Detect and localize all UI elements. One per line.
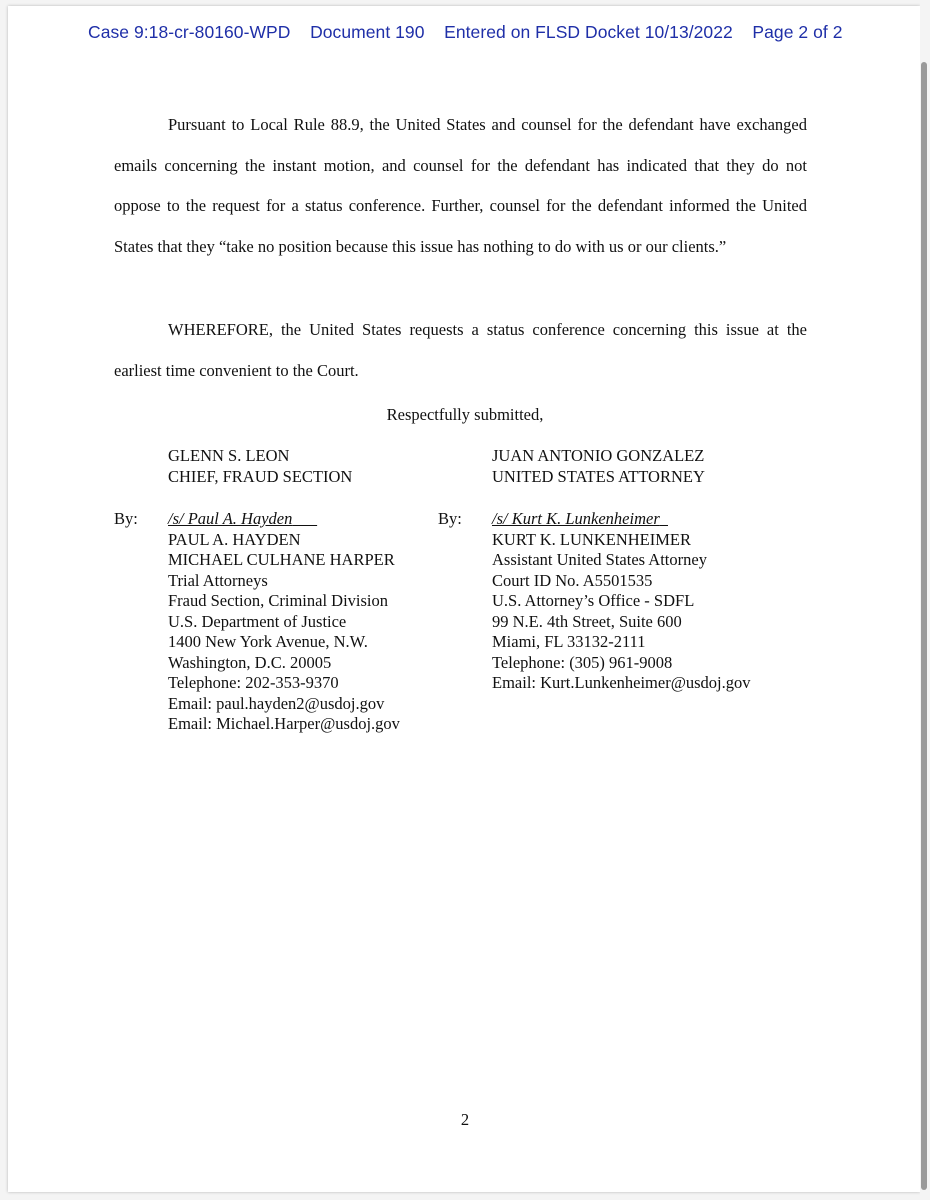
left-signature-block bbox=[168, 509, 400, 735]
scrollbar-thumb[interactable] bbox=[921, 62, 927, 1190]
right-column-heading bbox=[492, 446, 705, 487]
right-line: U.S. Attorney’s Office - SDFL bbox=[492, 591, 695, 610]
scrollbar-track[interactable] bbox=[920, 0, 930, 1200]
right-line: KURT K. LUNKENHEIMER bbox=[492, 529, 691, 549]
left-head-name: GLENN S. LEON bbox=[168, 446, 290, 465]
right-head-title: UNITED STATES ATTORNEY bbox=[492, 466, 705, 486]
right-line: Telephone: (305) 961-9008 bbox=[492, 652, 673, 672]
closing-respectfully-submitted: Respectfully submitted, bbox=[386, 405, 544, 424]
right-signature-underline-pad bbox=[660, 509, 668, 528]
left-column-heading bbox=[168, 446, 352, 487]
right-line: Assistant United States Attorney bbox=[492, 550, 707, 569]
left-line: 1400 New York Avenue, N.W. bbox=[168, 632, 368, 651]
left-line: Telephone: 202-353-9370 bbox=[168, 673, 339, 692]
left-email-link[interactable]: Email: Michael.Harper@usdoj.gov bbox=[168, 714, 400, 733]
left-email-link[interactable]: Email: paul.hayden2@usdoj.gov bbox=[168, 693, 385, 713]
right-line: Court ID No. A5501535 bbox=[492, 570, 653, 590]
left-signature-underline-pad bbox=[292, 509, 317, 528]
left-line: PAUL A. HAYDEN bbox=[168, 529, 301, 549]
right-head-name: JUAN ANTONIO GONZALEZ bbox=[492, 446, 705, 465]
right-by-label: By: bbox=[438, 509, 462, 528]
left-line: MICHAEL CULHANE HARPER bbox=[168, 550, 395, 569]
right-signature: /s/ Kurt K. Lunkenheimer bbox=[492, 509, 660, 528]
paragraph-local-rule: Pursuant to Local Rule 88.9, the United States and counsel for the defendant have exchanged emails concerning the instant motion, and counsel for the defendant has indicated that they do not oppose to the request for a status conference. Further, counsel for the defendant informed the United States that they “take no position because this issue has nothing to do with us or our clients.” bbox=[114, 115, 807, 256]
left-head-title: CHIEF, FRAUD SECTION bbox=[168, 466, 353, 486]
right-line: 99 N.E. 4th Street, Suite 600 bbox=[492, 611, 682, 631]
left-line: U.S. Department of Justice bbox=[168, 611, 347, 631]
left-line: Trial Attorneys bbox=[168, 570, 268, 590]
left-signature: /s/ Paul A. Hayden bbox=[168, 509, 293, 528]
right-line: Miami, FL 33132-2111 bbox=[492, 632, 646, 651]
right-signature-block bbox=[492, 509, 751, 694]
paragraph-wherefore: WHEREFORE, the United States requests a status conference concerning this issue at the earliest time convenient to the Court. bbox=[114, 320, 807, 380]
left-line: Washington, D.C. 20005 bbox=[168, 652, 332, 672]
left-by-label: By: bbox=[114, 509, 138, 528]
right-email-link[interactable]: Email: Kurt.Lunkenheimer@usdoj.gov bbox=[492, 673, 751, 692]
page-number: 2 bbox=[460, 1110, 470, 1129]
left-line: Fraud Section, Criminal Division bbox=[168, 591, 388, 610]
docket-header: Case 9:18-cr-80160-WPD Document 190 Entered on FLSD Docket 10/13/2022 Page 2 of 2 bbox=[88, 22, 843, 42]
